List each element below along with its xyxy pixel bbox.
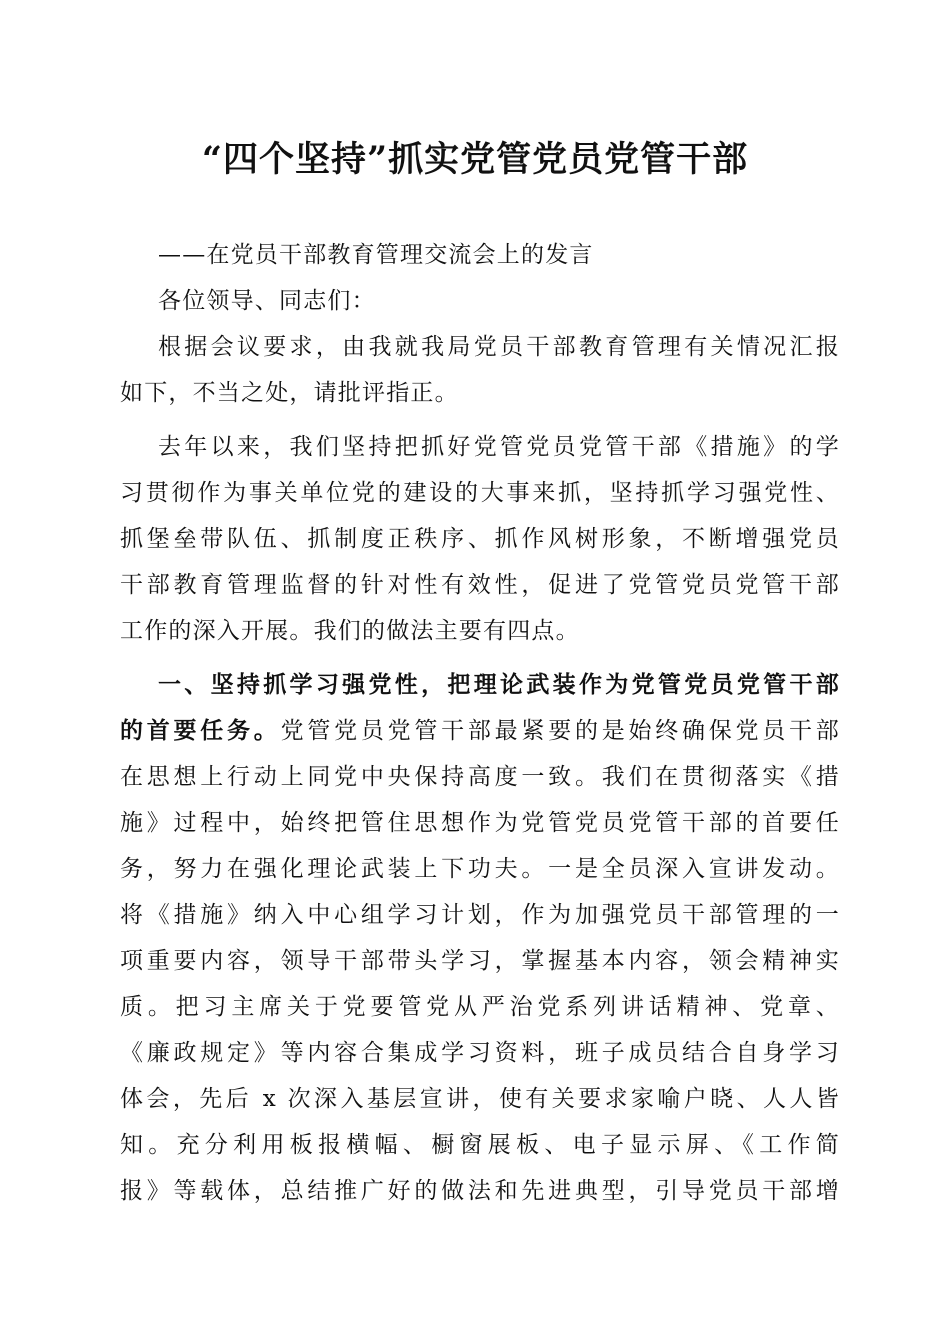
section-heading-line: 一、坚持抓学习强党性，把理论武装作为党管党员党管干部 — [158, 671, 840, 698]
section-line: 报》等载体，总结推广好的做法和先进典型，引导党员干部增 — [120, 1178, 840, 1204]
section-line: 体会，先后 x 次深入基层宣讲，使有关要求家喻户晓、人人皆 — [120, 1086, 840, 1112]
paragraph-1-line: 如下，不当之处，请批评指正。 — [120, 380, 459, 406]
paragraph-2-line: 干部教育管理监督的针对性有效性，促进了党管党员党管干部 — [120, 572, 840, 598]
section-line: 项重要内容，领导干部带头学习，掌握基本内容，领会精神实 — [120, 948, 840, 974]
paragraph-2-line: 去年以来，我们坚持把抓好党管党员党管干部《措施》的学 — [158, 434, 840, 460]
paragraph-1-line: 根据会议要求，由我就我局党员干部教育管理有关情况汇报 — [158, 334, 840, 360]
document-body — [120, 232, 840, 1214]
section-heading-end: 的首要任务。 — [120, 717, 281, 744]
section-line: 在思想上行动上同党中央保持高度一致。我们在贯彻落实《措 — [120, 764, 840, 790]
section-line: 将《措施》纳入中心组学习计划，作为加强党员干部管理的一 — [120, 902, 840, 928]
paragraph-2-line: 工作的深入开展。我们的做法主要有四点。 — [120, 618, 580, 644]
section-line: 施》过程中，始终把管住思想作为党管党员党管干部的首要任 — [120, 810, 840, 836]
section-line: 质。把习主席关于党要管党从严治党系列讲话精神、党章、 — [120, 994, 840, 1020]
document-title: “四个坚持”抓实党管党员党管干部 — [201, 139, 749, 180]
section-text: 党管党员党管干部最紧要的是始终确保党员干部 — [280, 718, 841, 744]
subtitle: ——在党员干部教育管理交流会上的发言 — [158, 242, 594, 268]
greeting: 各位领导、同志们： — [158, 288, 376, 314]
paragraph-2-line: 抓堡垒带队伍、抓制度正秩序、抓作风树形象，不断增强党员 — [120, 526, 840, 552]
paragraph-2-line: 习贯彻作为事关单位党的建设的大事来抓，坚持抓学习强党性、 — [120, 480, 840, 506]
section-line: 知。充分利用板报横幅、橱窗展板、电子显示屏、《工作简 — [120, 1132, 840, 1158]
section-line: 务，努力在强化理论武装上下功夫。一是全员深入宣讲发动。 — [120, 856, 840, 882]
section-line: 《廉政规定》等内容合集成学习资料，班子成员结合自身学习 — [120, 1040, 840, 1066]
section-heading-continuation — [120, 708, 840, 754]
